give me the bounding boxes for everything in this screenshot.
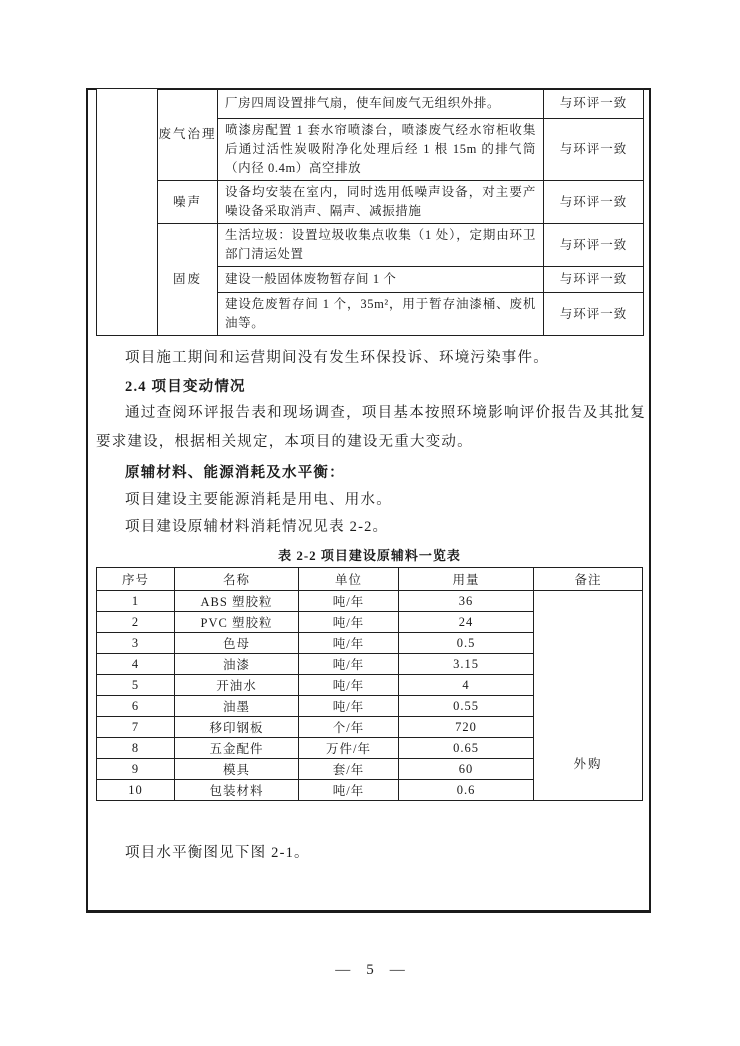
cell-amount: 0.5 bbox=[399, 633, 534, 654]
cell-name: ABS 塑胶粒 bbox=[175, 591, 299, 612]
cell-name: 油漆 bbox=[175, 654, 299, 675]
cell-seq: 4 bbox=[97, 654, 175, 675]
cell-unit: 吨/年 bbox=[299, 675, 399, 696]
cell-amount: 3.15 bbox=[399, 654, 534, 675]
cell-seq: 3 bbox=[97, 633, 175, 654]
result-cell: 与环评一致 bbox=[544, 293, 644, 336]
table-2-2-caption: 表 2-2 项目建设原辅料一览表 bbox=[278, 548, 461, 563]
cell-name: 五金配件 bbox=[175, 738, 299, 759]
cell-name: 开油水 bbox=[175, 675, 299, 696]
cell-unit: 吨/年 bbox=[299, 591, 399, 612]
cell-amount: 24 bbox=[399, 612, 534, 633]
cell-unit: 万件/年 bbox=[299, 738, 399, 759]
cell-seq: 5 bbox=[97, 675, 175, 696]
measure-cell: 厂房四周设置排气扇，使车间废气无组织外排。 bbox=[218, 89, 544, 119]
cell-amount: 60 bbox=[399, 759, 534, 780]
result-cell: 与环评一致 bbox=[544, 89, 644, 119]
paragraph-no-major-change: 通过查阅环评报告表和现场调查，项目基本按照环境影响评价报告及其批复要求建设，根据相关规定，本项目的建设无重大变动。 bbox=[96, 405, 646, 450]
cell-amount: 0.6 bbox=[399, 780, 534, 801]
page-footer bbox=[0, 962, 740, 979]
cell-unit: 吨/年 bbox=[299, 633, 399, 654]
page-number: 5 bbox=[366, 962, 374, 978]
measure-cell: 生活垃圾：设置垃圾收集点收集（1 处），定期由环卫部门清运处置 bbox=[218, 224, 544, 267]
cell-seq: 9 bbox=[97, 759, 175, 780]
footer-dash-left: — bbox=[335, 962, 351, 978]
cell-name: 包装材料 bbox=[175, 780, 299, 801]
paragraph-no-incidents: 项目施工期间和运营期间没有发生环保投诉、环境污染事件。 bbox=[125, 350, 549, 366]
measure-cell: 喷漆房配置 1 套水帘喷漆台，喷漆废气经水帘柜收集后通过活性炭吸附净化处理后经 1 根 15m 的排气筒（内径 0.4m）高空排放 bbox=[218, 119, 544, 181]
heading-raw-materials: 原辅材料、能源消耗及水平衡： bbox=[125, 465, 345, 481]
header-unit: 单位 bbox=[299, 568, 399, 591]
cell-remark-merged: 外购 bbox=[534, 591, 643, 801]
header-remark: 备注 bbox=[534, 568, 643, 591]
measure-cell: 建设危废暂存间 1 个，35m²，用于暂存油漆桶、废机油等。 bbox=[218, 293, 544, 336]
cell-unit: 吨/年 bbox=[299, 612, 399, 633]
table-row bbox=[97, 181, 644, 224]
cell-name: 色母 bbox=[175, 633, 299, 654]
cell-name: PVC 塑胶粒 bbox=[175, 612, 299, 633]
footer-dash-right: — bbox=[389, 962, 405, 978]
cell-name: 移印钢板 bbox=[175, 717, 299, 738]
cell-amount: 0.65 bbox=[399, 738, 534, 759]
paragraph-materials-ref: 项目建设原辅材料消耗情况见表 2-2。 bbox=[125, 519, 389, 535]
cell-seq: 1 bbox=[97, 591, 175, 612]
cell-amount: 4 bbox=[399, 675, 534, 696]
table-row bbox=[97, 224, 644, 267]
spanning-empty-cell bbox=[97, 89, 158, 336]
cell-unit: 吨/年 bbox=[299, 654, 399, 675]
cell-seq: 7 bbox=[97, 717, 175, 738]
cell-seq: 6 bbox=[97, 696, 175, 717]
cell-seq: 8 bbox=[97, 738, 175, 759]
result-cell: 与环评一致 bbox=[544, 224, 644, 267]
cell-amount: 36 bbox=[399, 591, 534, 612]
section-heading-2-4: 2.4 项目变动情况 bbox=[125, 379, 246, 395]
cell-seq: 2 bbox=[97, 612, 175, 633]
table-row bbox=[97, 89, 644, 119]
cell-amount: 0.55 bbox=[399, 696, 534, 717]
table-header-row bbox=[97, 568, 643, 591]
raw-materials-table bbox=[96, 567, 643, 801]
cell-unit: 吨/年 bbox=[299, 780, 399, 801]
measure-cell: 设备均安装在室内，同时选用低噪声设备，对主要产噪设备采取消声、隔声、减振措施 bbox=[218, 181, 544, 224]
result-cell: 与环评一致 bbox=[544, 267, 644, 293]
page-border-box bbox=[86, 88, 651, 913]
category-cell-noise: 噪声 bbox=[158, 181, 218, 224]
cell-unit: 套/年 bbox=[299, 759, 399, 780]
cell-unit: 吨/年 bbox=[299, 696, 399, 717]
cell-name: 模具 bbox=[175, 759, 299, 780]
header-amount: 用量 bbox=[399, 568, 534, 591]
category-cell-waste-gas: 废气治理 bbox=[158, 89, 218, 181]
cell-seq: 10 bbox=[97, 780, 175, 801]
result-cell: 与环评一致 bbox=[544, 181, 644, 224]
cell-name: 油墨 bbox=[175, 696, 299, 717]
paragraph-water-balance: 项目水平衡图见下图 2-1。 bbox=[125, 845, 310, 861]
category-cell-solid-waste: 固废 bbox=[158, 224, 218, 336]
cell-amount: 720 bbox=[399, 717, 534, 738]
paragraph-energy: 项目建设主要能源消耗是用电、用水。 bbox=[125, 492, 392, 508]
cell-unit: 个/年 bbox=[299, 717, 399, 738]
result-cell: 与环评一致 bbox=[544, 119, 644, 181]
table-row bbox=[97, 591, 643, 612]
header-name: 名称 bbox=[175, 568, 299, 591]
header-seq: 序号 bbox=[97, 568, 175, 591]
eia-consistency-table bbox=[96, 88, 644, 336]
measure-cell: 建设一般固体废物暂存间 1 个 bbox=[218, 267, 544, 293]
